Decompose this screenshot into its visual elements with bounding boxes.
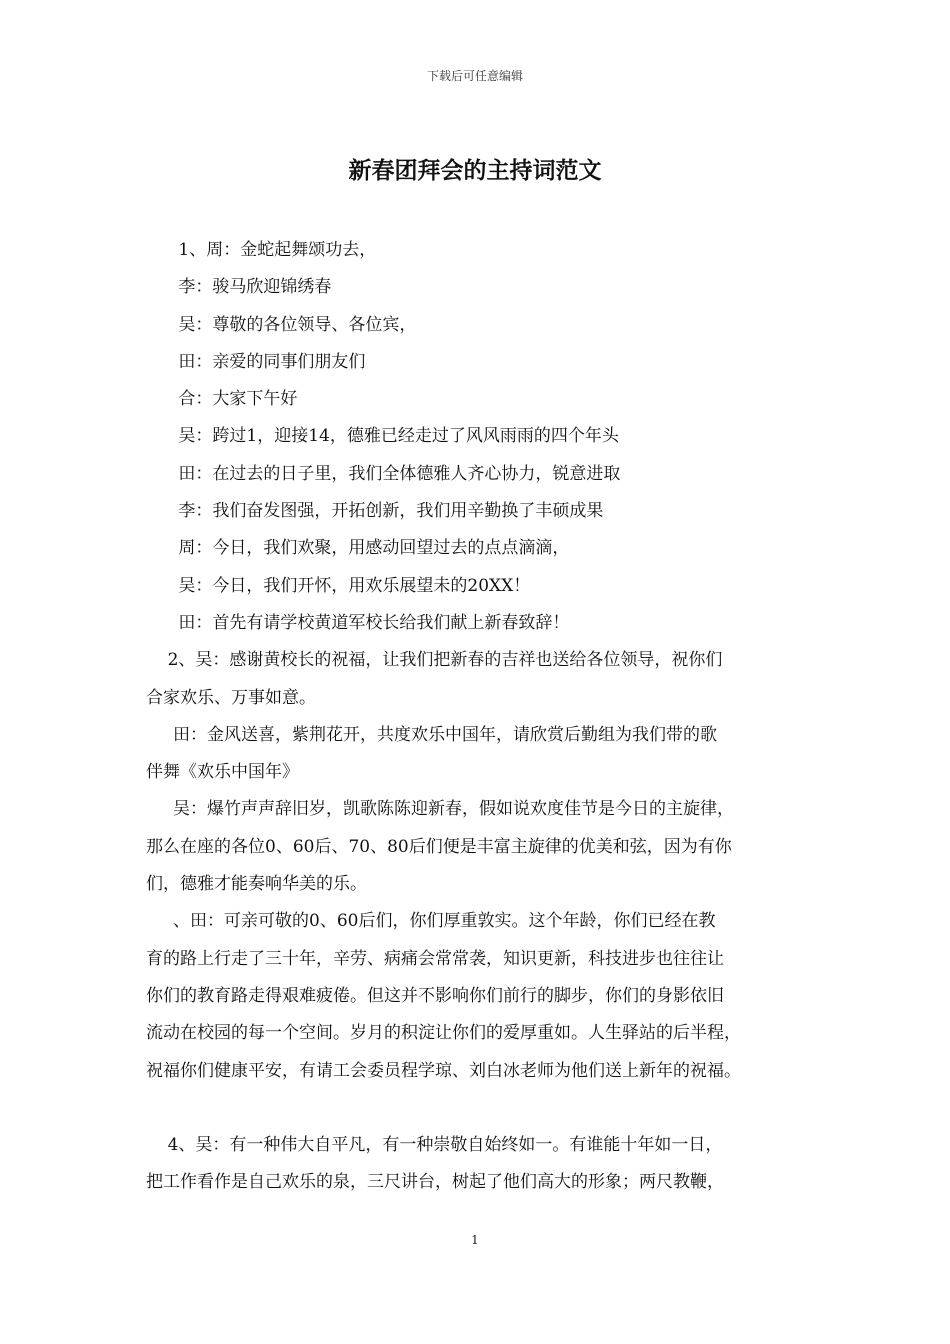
- body-line: 合家欢乐、万事如意。: [146, 687, 316, 708]
- body-line: 4、吴：有一种伟大自平凡，有一种崇敬自始终如一。有谁能十年如一日，: [146, 1135, 723, 1156]
- body-line: 周：今日，我们欢聚，用感动回望过去的点点滴滴，: [146, 538, 570, 559]
- body-line: 伴舞《欢乐中国年》: [146, 762, 299, 783]
- body-line: 李：骏马欣迎锦绣春: [146, 277, 332, 298]
- body-line: 吴：尊敬的各位领导、各位宾，: [146, 314, 417, 335]
- body-line: 吴：爆竹声声辞旧岁，凯歌陈陈迎新春，假如说欢度佳节是今日的主旋律，: [146, 799, 735, 820]
- body-line: 2、吴：感谢黄校长的祝福，让我们把新春的吉祥也送给各位领导，祝你们: [146, 650, 723, 671]
- body-line: 那么在座的各位0、60后、70、80后们便是丰富主旋律的优美和弦，因为有你: [146, 836, 732, 857]
- body-line: 流动在校园的每一个空间。岁月的积淀让你们的爱厚重如。人生驿站的后半程，: [146, 1023, 741, 1044]
- page-header-note: 下载后可任意编辑: [426, 69, 523, 83]
- body-line: 育的路上行走了三十年，辛劳、病痛会常常袭，知识更新，科技进步也往往让: [146, 948, 724, 969]
- body-line: 田：亲爱的同事们朋友们: [146, 351, 366, 372]
- page-number: 1: [471, 1233, 479, 1247]
- body-line: 祝福你们健康平安，有请工会委员程学琼、刘白冰老师为他们送上新年的祝福。: [146, 1060, 741, 1081]
- blank-line: [146, 1090, 836, 1127]
- body-line: 田：在过去的日子里，我们全体德雅人齐心协力，锐意进取: [146, 463, 621, 484]
- body-line: 田：金风送喜，紫荆花开，共度欢乐中国年，请欣赏后勤组为我们带的歌: [146, 724, 718, 745]
- body-line: 吴：今日，我们开怀，用欢乐展望未的20XX！: [146, 575, 531, 596]
- document-title: 新春团拜会的主持词范文: [348, 157, 602, 184]
- body-line: 把工作看作是自己欢乐的泉，三尺讲台，树起了他们高大的形象；两尺教鞭，: [146, 1172, 724, 1193]
- document-body: [146, 232, 836, 1202]
- body-line: 合：大家下午好: [146, 389, 298, 410]
- body-line: 们，德雅才能奏响华美的乐。: [146, 874, 367, 895]
- body-line: 李：我们奋发图强，开拓创新，我们用辛勤换了丰硕成果: [146, 501, 604, 522]
- body-line: 1、周：金蛇起舞颂功去，: [146, 240, 377, 260]
- body-line: 你们的教育路走得艰难疲倦。但这并不影响你们前行的脚步，你们的身影依旧: [146, 985, 724, 1006]
- body-line: 吴：跨过1，迎接14，德雅已经走过了风风雨雨的四个年头: [146, 426, 619, 447]
- body-line: 田：首先有请学校黄道军校长给我们献上新春致辞！: [146, 612, 570, 633]
- body-line: 、田：可亲可敬的0、60后们，你们厚重敦实。这个年龄，你们已经在教: [146, 911, 716, 932]
